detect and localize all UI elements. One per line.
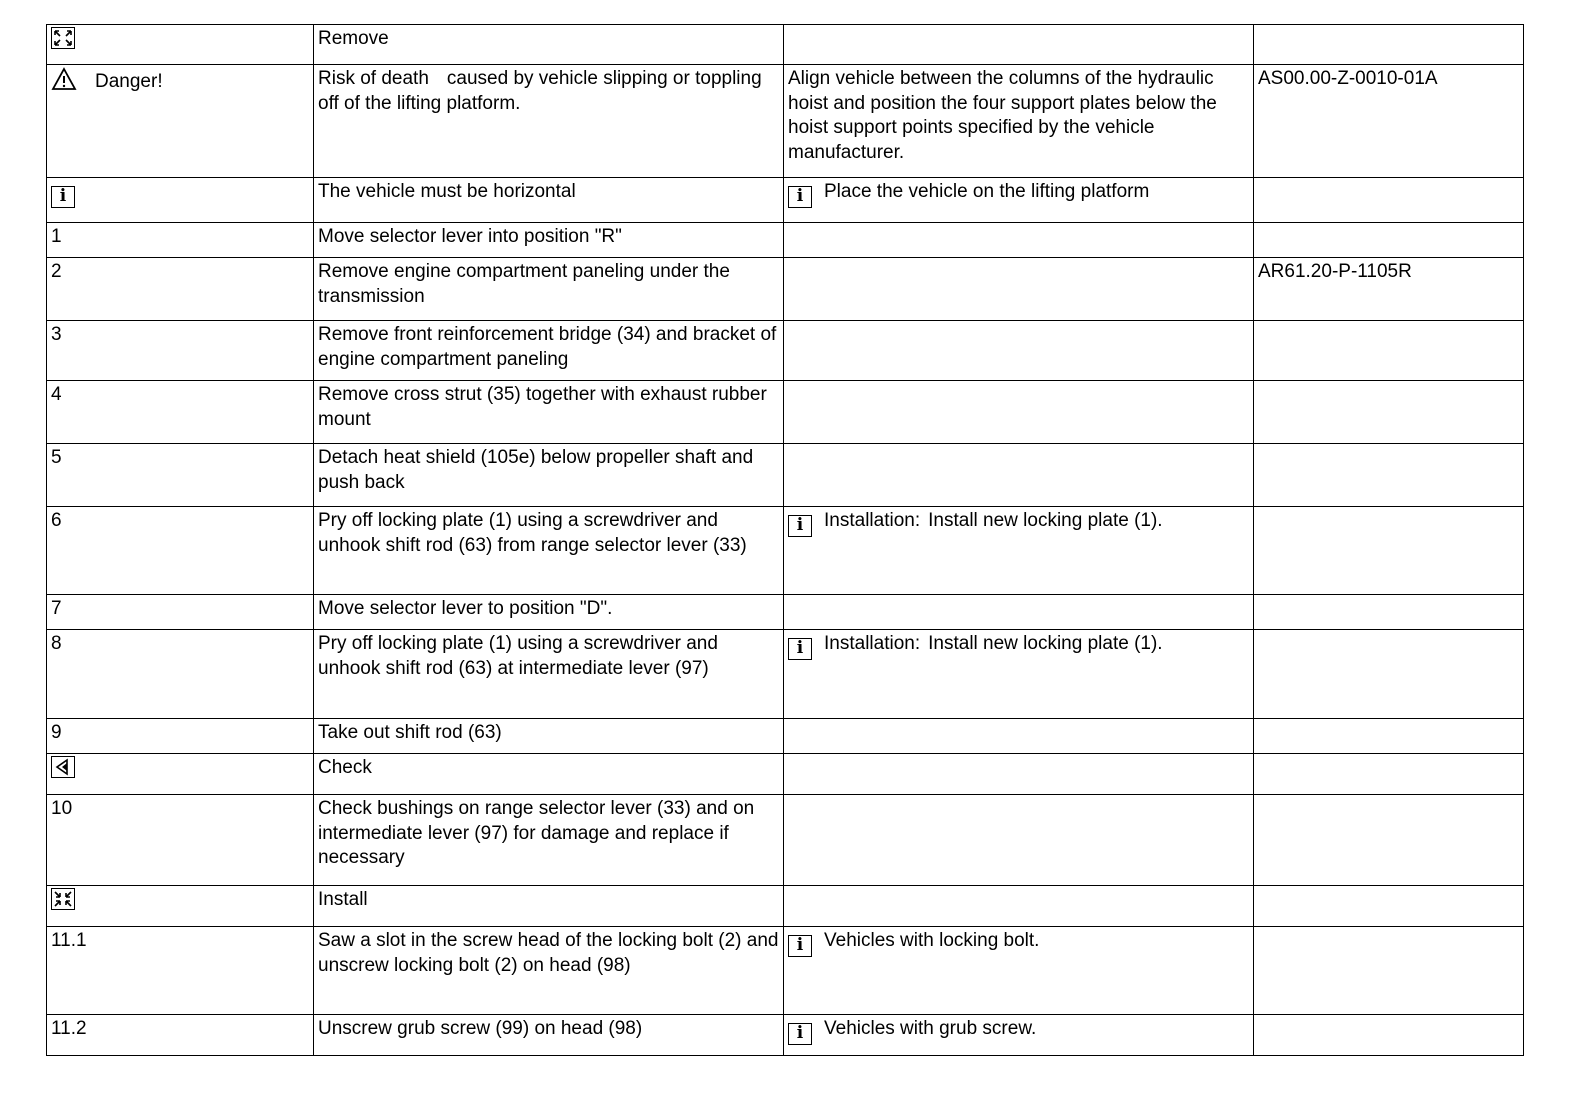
table-row <box>47 927 1524 1015</box>
install-collapse-icon <box>51 888 75 910</box>
table-row <box>47 178 1524 223</box>
table-row <box>47 886 1524 927</box>
step-text: Pry off locking plate (1) using a screwdriver and unhook shift rod (63) from range selector lever (33) <box>314 507 784 595</box>
table-row <box>47 630 1524 719</box>
step-number: 7 <box>47 595 314 630</box>
procedure-table <box>46 24 1524 1056</box>
table-row <box>47 223 1524 258</box>
table-row <box>47 321 1524 381</box>
step-text: Remove cross strut (35) together with exhaust rubber mount <box>314 381 784 444</box>
table-row <box>47 65 1524 178</box>
step-number: 11.1 <box>47 927 314 1015</box>
note-label: Installation: <box>824 510 921 531</box>
step-number: 6 <box>47 507 314 595</box>
section-title: Check <box>314 754 784 795</box>
danger-label: Danger! <box>95 71 163 92</box>
table-row <box>47 795 1524 886</box>
table-row <box>47 719 1524 754</box>
note-text: Vehicles with locking bolt. <box>824 930 1040 951</box>
table-row <box>47 754 1524 795</box>
step-number: 3 <box>47 321 314 381</box>
info-icon: i <box>788 1023 812 1045</box>
step-number: 10 <box>47 795 314 886</box>
step-number: 11.2 <box>47 1015 314 1056</box>
risk-text: Risk of death <box>318 68 429 89</box>
step-number: 2 <box>47 258 314 321</box>
note-text: Place the vehicle on the lifting platform <box>824 181 1150 202</box>
check-icon <box>51 756 75 778</box>
note-label: Installation: <box>824 633 921 654</box>
step-text: Take out shift rod (63) <box>314 719 784 754</box>
table-row <box>47 444 1524 507</box>
table-row <box>47 258 1524 321</box>
step-text: Saw a slot in the screw head of the locking bolt (2) and unscrew locking bolt (2) on head (98) <box>314 927 784 1015</box>
step-number: 1 <box>47 223 314 258</box>
info-icon: i <box>788 186 812 208</box>
step-number: 5 <box>47 444 314 507</box>
info-icon: i <box>788 935 812 957</box>
step-text: Detach heat shield (105e) below propeller shaft and push back <box>314 444 784 507</box>
table-row <box>47 595 1524 630</box>
risk-cause: caused by vehicle slipping or toppling off of the lifting platform. <box>318 68 762 114</box>
step-number: 8 <box>47 630 314 719</box>
step-text: Move selector lever to position "D". <box>314 595 784 630</box>
step-text: Move selector lever into position "R" <box>314 223 784 258</box>
remove-expand-icon <box>51 27 75 49</box>
table-row <box>47 25 1524 65</box>
table-row <box>47 1015 1524 1056</box>
section-title: Install <box>314 886 784 927</box>
info-icon: i <box>788 638 812 660</box>
step-text: Remove front reinforcement bridge (34) and bracket of engine compartment paneling <box>314 321 784 381</box>
step-number: 4 <box>47 381 314 444</box>
safety-measure: Align vehicle between the columns of the hydraulic hoist and position the four support plates below the hoist support points specified by the vehicle manufacturer. <box>784 65 1254 178</box>
table-row <box>47 381 1524 444</box>
step-number: 9 <box>47 719 314 754</box>
note-text: Install new locking plate (1). <box>928 510 1163 531</box>
info-icon: i <box>51 186 75 208</box>
step-text: Unscrew grub screw (99) on head (98) <box>314 1015 784 1056</box>
reference-link[interactable]: AS00.00-Z-0010-01A <box>1254 65 1524 178</box>
step-text: Pry off locking plate (1) using a screwdriver and unhook shift rod (63) at intermediate lever (97) <box>314 630 784 719</box>
warning-triangle-icon <box>51 67 77 91</box>
info-text: The vehicle must be horizontal <box>314 178 784 223</box>
note-text: Vehicles with grub screw. <box>824 1018 1037 1039</box>
table-row <box>47 507 1524 595</box>
note-text: Install new locking plate (1). <box>928 633 1163 654</box>
step-text: Check bushings on range selector lever (33) and on intermediate lever (97) for damage and replace if necessary <box>314 795 784 886</box>
step-text: Remove engine compartment paneling under the transmission <box>314 258 784 321</box>
reference-link[interactable]: AR61.20-P-1105R <box>1254 258 1524 321</box>
section-title: Remove <box>314 25 784 65</box>
info-icon: i <box>788 515 812 537</box>
